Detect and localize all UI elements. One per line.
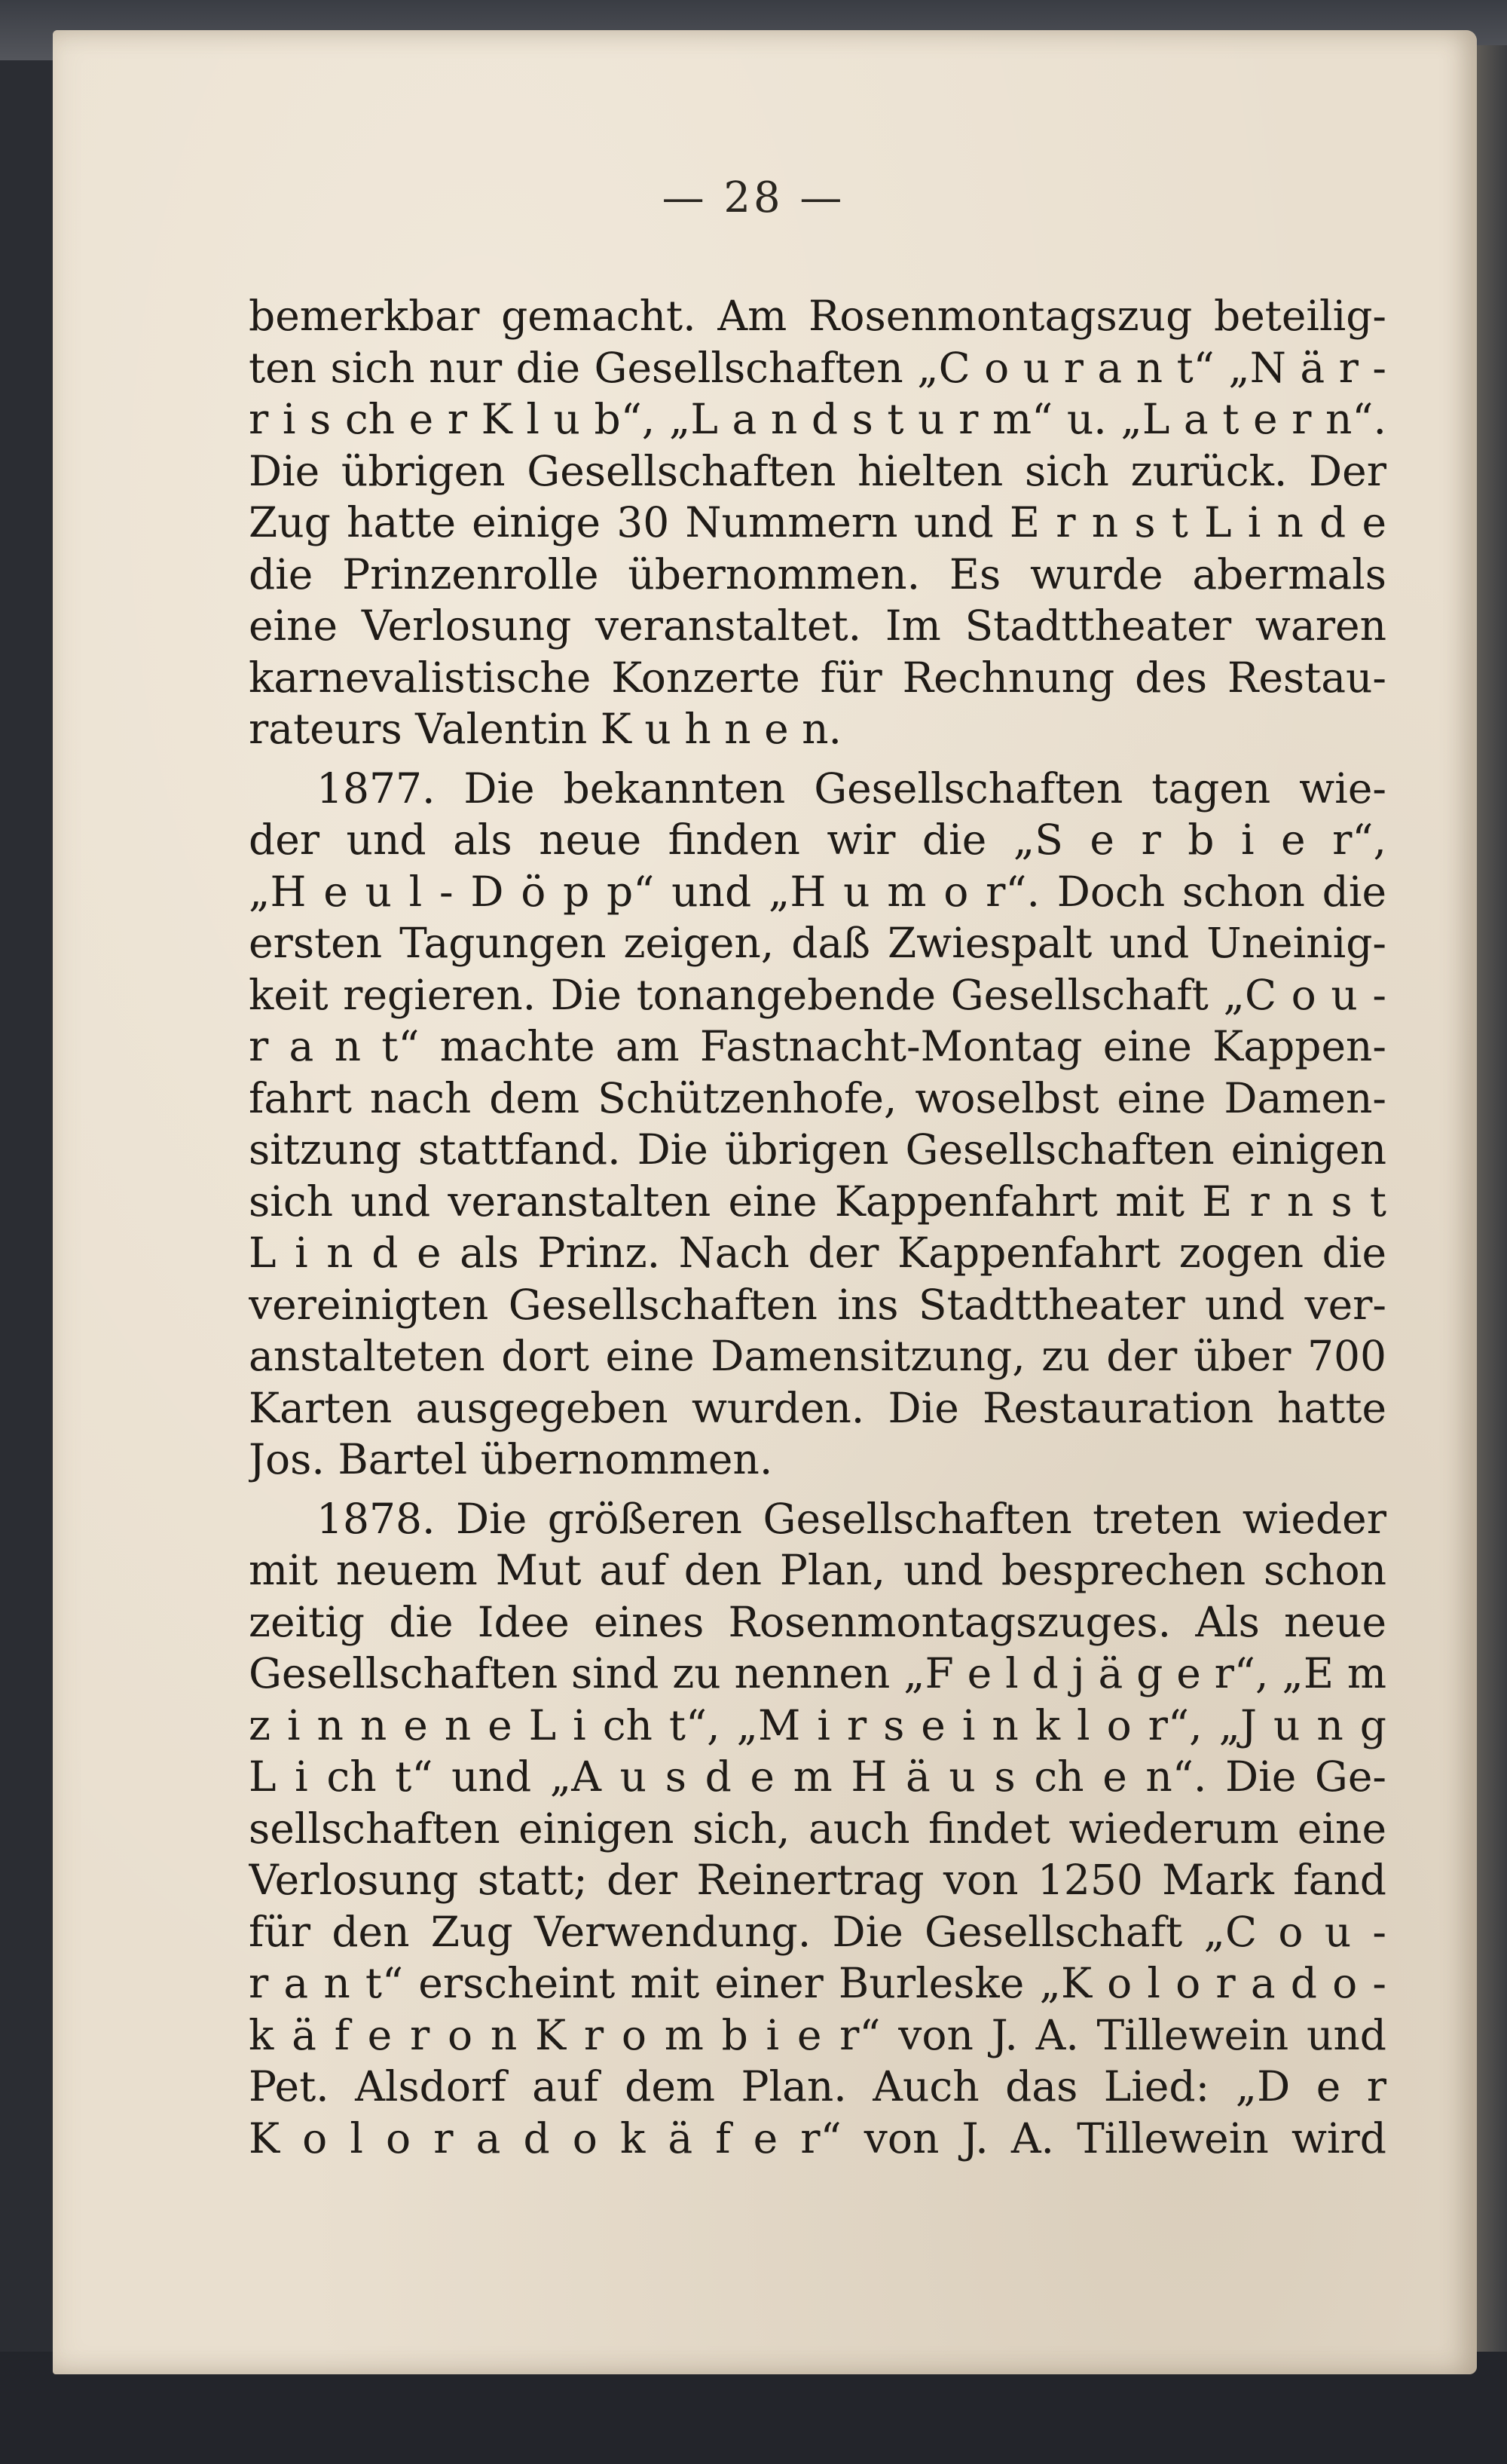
text-line: „H e u l - D ö p p“ und „H u m o r“. Doch schon die — [249, 867, 1386, 916]
text-line: die Prinzenrolle übernommen. Es wurde abermals — [249, 549, 1386, 598]
text-line: karnevalistische Konzerte für Rechnung des Restau- — [249, 653, 1386, 702]
text-line: sellschaften einigen sich, auch findet wiederum eine — [249, 1804, 1386, 1853]
body-text — [249, 290, 1386, 2164]
text-line: Karten ausgegeben wurden. Die Restauration hatte — [249, 1383, 1386, 1432]
text-line: sitzung stattfand. Die übrigen Gesellschaften einigen — [249, 1125, 1386, 1174]
text-line: Jos. Bartel übernommen. — [249, 1435, 773, 1483]
text-line: für den Zug Verwendung. Die Gesellschaft „C o u - — [249, 1907, 1386, 1956]
text-line: fahrt nach dem Schützenhofe, woselbst eine Damen- — [249, 1073, 1386, 1122]
paragraph-gap — [249, 1486, 1386, 1493]
text-line: keit regieren. Die tonangebende Gesellschaft „C o u - — [249, 970, 1386, 1019]
text-line: zeitig die Idee eines Rosenmontagszuges. Als neue — [249, 1597, 1386, 1646]
text-line: 1877. Die bekannten Gesellschaften tagen wie- — [316, 764, 1386, 813]
text-line: ten sich nur die Gesellschaften „C o u r a n t“ „N ä r - — [249, 343, 1386, 392]
text-line: z i n n e n e L i ch t“, „M i r s e i n k l o r“, „J u n g — [249, 1700, 1386, 1749]
text-line: 1878. Die größeren Gesellschaften treten wieder — [316, 1494, 1386, 1543]
text-line: L i ch t“ und „A u s d e m H ä u s ch e n“. Die Ge- — [249, 1752, 1386, 1801]
text-line: Verlosung statt; der Reinertrag von 1250 Mark fand — [249, 1856, 1386, 1904]
text-line: k ä f e r o n K r o m b i e r“ von J. A. Tillewein und — [249, 2010, 1386, 2059]
text-line: der und als neue finden wir die „S e r b i e r“, — [249, 816, 1386, 864]
text-line: vereinigten Gesellschaften ins Stadttheater und ver- — [249, 1280, 1386, 1329]
text-line: eine Verlosung veranstaltet. Im Stadttheater waren — [249, 601, 1386, 650]
text-line: K o l o r a d o k ä f e r“ von J. A. Tillewein wird — [249, 2114, 1386, 2163]
text-line: L i n d e als Prinz. Nach der Kappenfahrt zogen die — [249, 1229, 1386, 1277]
text-line: Die übrigen Gesellschaften hielten sich zurück. Der — [249, 446, 1386, 495]
text-line: Zug hatte einige 30 Nummern und E r n s t L i n d e — [249, 498, 1386, 546]
text-line: r a n t“ machte am Fastnacht-Montag eine Kappen- — [249, 1022, 1386, 1070]
paragraph-gap — [249, 755, 1386, 763]
text-line: Gesellschaften sind zu nennen „F e l d j ä g e r“, „E m — [249, 1649, 1386, 1697]
text-line: rateurs Valentin K u h n e n. — [249, 705, 842, 753]
text-line: anstalteten dort eine Damensitzung, zu der über 700 — [249, 1332, 1386, 1380]
text-line: ersten Tagungen zeigen, daß Zwiespalt und Uneinig- — [249, 919, 1386, 967]
text-line: mit neuem Mut auf den Plan, und besprechen schon — [249, 1546, 1386, 1594]
text-line: Pet. Alsdorf auf dem Plan. Auch das Lied: „D e r — [249, 2062, 1386, 2110]
text-line: bemerkbar gemacht. Am Rosenmontagszug beteilig- — [249, 292, 1386, 340]
text-line: sich und veranstalten eine Kappenfahrt mit E r n s t — [249, 1177, 1386, 1226]
page-number: — 28 — — [662, 173, 845, 222]
text-line: r i s ch e r K l u b“, „L a n d s t u r m“ u. „L a t e r n“. — [249, 395, 1386, 443]
text-line: r a n t“ erscheint mit einer Burleske „K o l o r a d o - — [249, 1959, 1386, 2007]
